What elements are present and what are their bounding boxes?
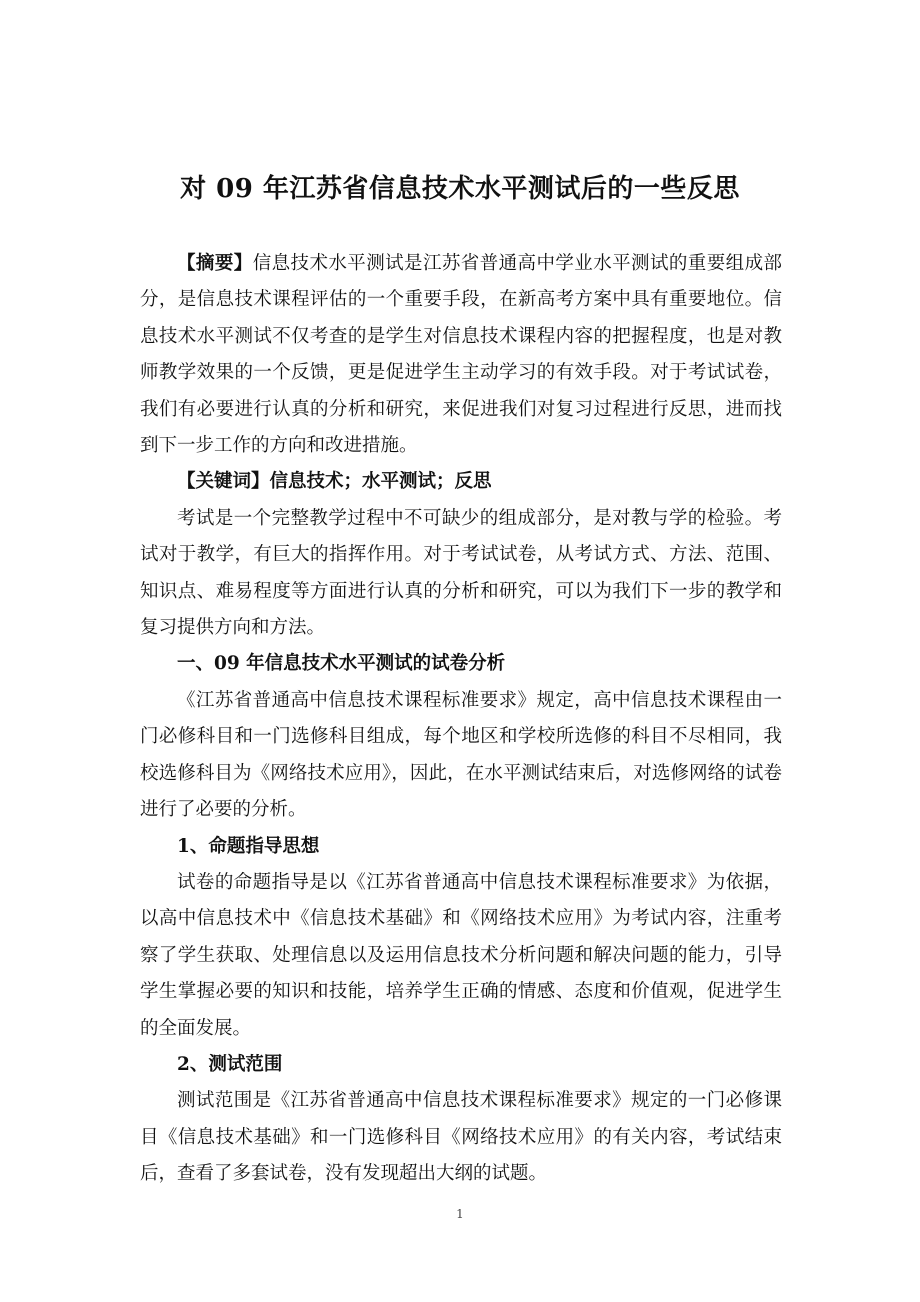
abstract-paragraph: [140, 246, 782, 464]
document-title: 对 09 年江苏省信息技术水平测试后的一些反思: [180, 174, 740, 204]
section1-paragraph: 《江苏省普通高中信息技术课程标准要求》规定，高中信息技术课程由一门必修科目和一门选修科目组成，每个地区和学校所选修的科目不尽相同，我校选修科目为《网络技术应用》，因此，在水平测试结束后，对选修网络的试卷进行了必要的分析。: [140, 689, 782, 821]
abstract-text: 信息技术水平测试是江苏省普通高中学业水平测试的重要组成部分，是信息技术课程评估的一个重要手段，在新高考方案中具有重要地位。信息技术水平测试不仅考查的是学生对信息技术课程内容的把握程度，也是对教师教学效果的一个反馈，更是促进学生主动学习的有效手段。对于考试试卷，我们有必要进行认真的分析和研究，来促进我们对复习过程进行反思，进而找到下一步工作的方向和改进措施。: [140, 253, 782, 457]
keywords-line: [140, 464, 782, 500]
sub2-paragraph: 测试范围是《江苏省普通高中信息技术课程标准要求》规定的一门必修课目《信息技术基础》和一门选修科目《网络技术应用》的有关内容，考试结束后，查看了多套试卷，没有发现超出大纲的试题。: [140, 1090, 782, 1185]
keywords-text: 信息技术；水平测试；反思: [269, 471, 492, 493]
sub2-heading: 2、测试范围: [177, 1053, 283, 1075]
abstract-label: 【摘要】: [177, 253, 253, 274]
intro-paragraph: 考试是一个完整教学过程中不可缺少的组成部分，是对教与学的检验。考试对于教学，有巨大的指挥作用。对于考试试卷，从考试方式、方法、范围、知识点、难易程度等方面进行认真的分析和研究，可以为我们下一步的教学和复习提供方向和方法。: [140, 507, 782, 639]
sub1-heading: 1、命题指导思想: [177, 835, 320, 857]
section1-heading: 一、09 年信息技术水平测试的试卷分析: [177, 653, 506, 675]
document-body: [140, 246, 782, 1193]
sub1-paragraph: 试卷的命题指导是以《江苏省普通高中信息技术课程标准要求》为依据，以高中信息技术中《信息技术基础》和《网络技术应用》为考试内容，注重考察了学生获取、处理信息以及运用信息技术分析问题和解决问题的能力，引导学生掌握必要的知识和技能，培养学生正确的情感、态度和价值观，促进学生的全面发展。: [140, 871, 782, 1039]
keywords-label: 【关键词】: [177, 471, 270, 493]
page-number: 1: [456, 1207, 464, 1221]
